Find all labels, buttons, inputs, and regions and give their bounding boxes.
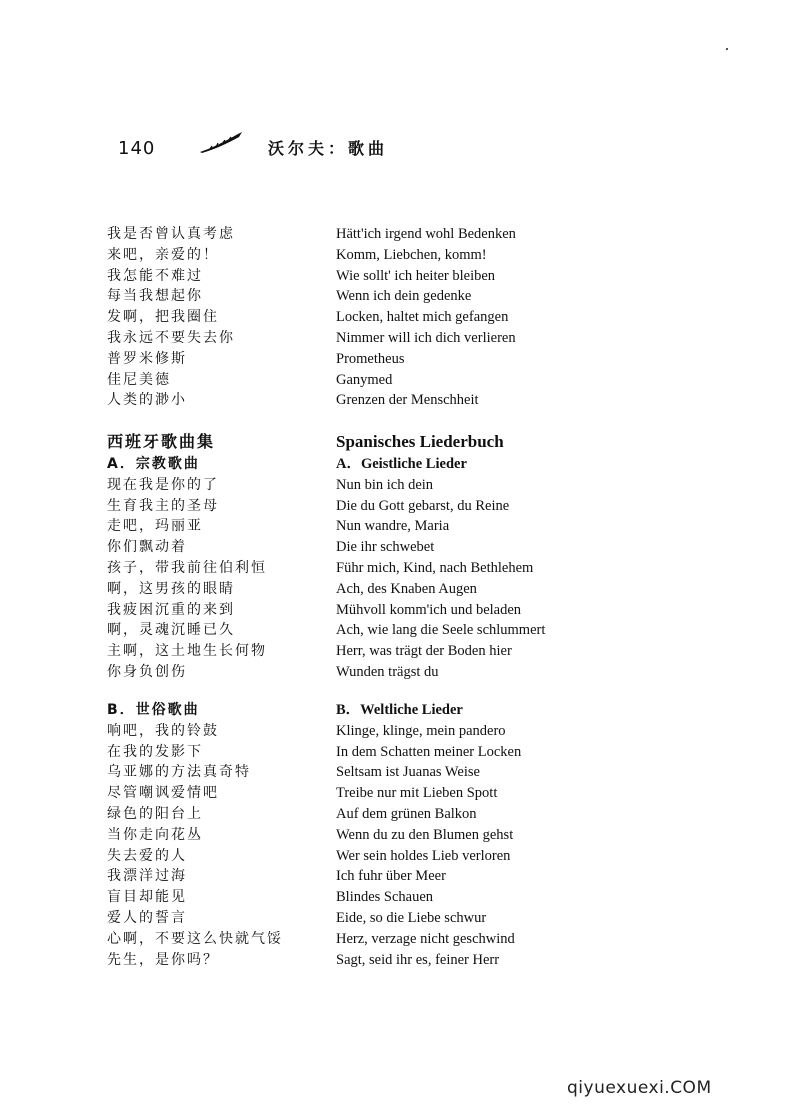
part-b-german-column bbox=[336, 700, 521, 970]
song-title-de: Die du Gott gebarst, du Reine bbox=[336, 497, 510, 514]
song-title-de: Seltsam ist Juanas Weise bbox=[336, 764, 480, 781]
song-title-zh: 在我的发影下 bbox=[107, 743, 203, 760]
quill-ornament-icon bbox=[198, 130, 246, 156]
running-head: 沃尔夫：歌曲 bbox=[268, 139, 389, 158]
song-title-zh: 生育我主的圣母 bbox=[107, 497, 219, 514]
song-title-zh: 我疲困沉重的来到 bbox=[107, 601, 235, 618]
song-title-de: Sagt, seid ihr es, feiner Herr bbox=[336, 951, 500, 968]
song-title-zh: 你身负创伤 bbox=[107, 663, 187, 680]
song-title-zh: 响吧，我的铃鼓 bbox=[107, 722, 219, 739]
part-a-german-column bbox=[336, 430, 545, 683]
song-title-zh: 普罗米修斯 bbox=[107, 350, 187, 367]
song-title-de: Wie sollt' ich heiter bleiben bbox=[336, 267, 496, 284]
block1-chinese-column bbox=[107, 224, 235, 411]
song-title-zh: 佳尼美德 bbox=[107, 371, 171, 388]
song-title-zh: 现在我是你的了 bbox=[107, 476, 219, 493]
song-title-de: Komm, Liebchen, komm! bbox=[336, 246, 487, 263]
part-a-heading-zh: A．宗教歌曲 bbox=[107, 456, 200, 472]
song-title-de: Mühvoll komm'ich und beladen bbox=[336, 601, 522, 618]
song-title-de: Wer sein holdes Lieb verloren bbox=[336, 847, 511, 864]
part-a-heading-de: A．Geistliche Lieder bbox=[336, 456, 467, 472]
song-title-zh: 失去爱的人 bbox=[107, 847, 187, 864]
song-title-zh: 主啊，这土地生长何物 bbox=[107, 643, 267, 660]
song-title-zh: 啊，灵魂沉睡已久 bbox=[107, 622, 235, 639]
scan-dot bbox=[726, 48, 728, 50]
song-title-zh: 尽管嘲讽爱情吧 bbox=[107, 785, 219, 802]
part-a-chinese-column bbox=[107, 430, 267, 683]
song-title-zh: 我漂洋过海 bbox=[107, 868, 187, 885]
song-title-zh: 啊，这男孩的眼睛 bbox=[107, 580, 235, 597]
song-title-de: Grenzen der Menschheit bbox=[336, 392, 479, 409]
song-title-de: Herz, verzage nicht geschwind bbox=[336, 930, 515, 947]
song-title-de: Wenn du zu den Blumen gehst bbox=[336, 826, 514, 843]
song-title-zh: 我是否曾认真考虑 bbox=[107, 226, 235, 242]
song-title-de: Nun wandre, Maria bbox=[336, 518, 450, 535]
song-title-zh: 人类的渺小 bbox=[107, 392, 187, 409]
song-title-de: Ich fuhr über Meer bbox=[336, 868, 446, 885]
song-title-zh: 爱人的誓言 bbox=[107, 909, 187, 926]
site-watermark: qiyuexuexi.COM bbox=[567, 1078, 712, 1098]
song-title-de: Führ mich, Kind, nach Bethlehem bbox=[336, 559, 534, 576]
song-title-de: Herr, was trägt der Boden hier bbox=[336, 643, 512, 660]
page-number: 140 bbox=[118, 138, 156, 159]
song-title-de: Hätt'ich irgend wohl Bedenken bbox=[336, 226, 516, 242]
song-title-de: Auf dem grünen Balkon bbox=[336, 805, 477, 822]
section-title-de: Spanisches Liederbuch bbox=[336, 432, 504, 451]
song-title-zh: 每当我想起你 bbox=[107, 288, 203, 305]
song-title-zh: 来吧，亲爱的！ bbox=[107, 246, 219, 263]
song-title-zh: 你们飘动着 bbox=[107, 539, 187, 556]
song-title-zh: 绿色的阳台上 bbox=[107, 805, 203, 822]
song-title-zh: 我永远不要失去你 bbox=[107, 329, 235, 346]
song-title-zh: 发啊，把我圈住 bbox=[107, 309, 219, 326]
section-title-zh: 西班牙歌曲集 bbox=[107, 432, 216, 451]
song-title-de: Ach, des Knaben Augen bbox=[336, 580, 477, 597]
song-title-de: Nimmer will ich dich verlieren bbox=[336, 329, 516, 346]
song-title-zh: 先生，是你吗？ bbox=[107, 951, 219, 968]
part-b-chinese-column bbox=[107, 700, 283, 970]
part-b-heading-de: B．Weltliche Lieder bbox=[336, 702, 463, 718]
song-title-zh: 走吧，玛丽亚 bbox=[107, 518, 203, 535]
song-title-de: Ach, wie lang die Seele schlummert bbox=[336, 622, 546, 639]
song-title-zh: 心啊，不要这么快就气馁 bbox=[107, 930, 283, 947]
song-title-de: Klinge, klinge, mein pandero bbox=[336, 722, 506, 739]
song-title-de: Prometheus bbox=[336, 350, 405, 367]
song-title-de: Locken, haltet mich gefangen bbox=[336, 309, 509, 326]
song-title-de: Ganymed bbox=[336, 371, 393, 388]
song-title-de: Blindes Schauen bbox=[336, 889, 434, 906]
song-title-zh: 孩子，带我前往伯利恒 bbox=[107, 559, 267, 576]
song-title-de: Wenn ich dein gedenke bbox=[336, 288, 472, 305]
song-title-de: Die ihr schwebet bbox=[336, 539, 435, 556]
song-title-de: Eide, so die Liebe schwur bbox=[336, 909, 487, 926]
song-title-zh: 我怎能不难过 bbox=[107, 267, 203, 284]
part-b-heading-zh: B．世俗歌曲 bbox=[107, 702, 200, 718]
song-title-de: Wunden trägst du bbox=[336, 663, 439, 680]
song-title-zh: 盲目却能见 bbox=[107, 889, 187, 906]
song-title-de: Treibe nur mit Lieben Spott bbox=[336, 785, 498, 802]
block1-german-column bbox=[336, 224, 516, 411]
song-title-de: Nun bin ich dein bbox=[336, 476, 434, 493]
song-title-zh: 当你走向花丛 bbox=[107, 826, 203, 843]
song-title-de: In dem Schatten meiner Locken bbox=[336, 743, 522, 760]
song-title-zh: 乌亚娜的方法真奇特 bbox=[107, 764, 251, 781]
